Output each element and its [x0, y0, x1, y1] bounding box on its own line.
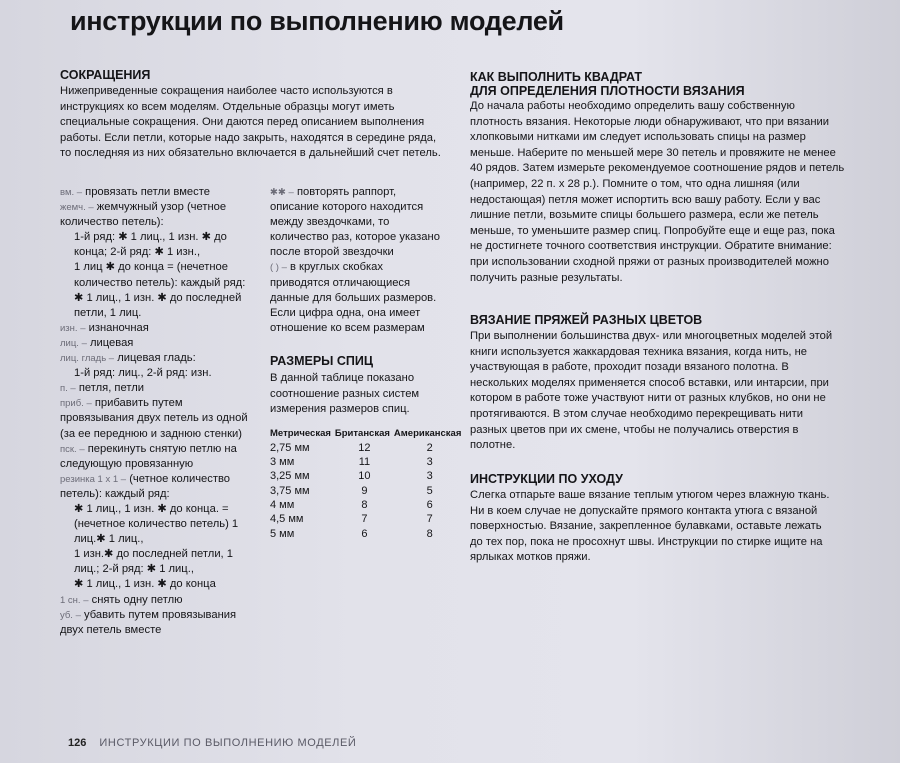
cell-metric: 3,75 мм [270, 484, 310, 497]
cell-american: 3 [426, 456, 433, 469]
abbreviation-meaning: лицевая [89, 336, 134, 349]
abbreviation-key: ( ) – [270, 262, 287, 274]
abbreviation-meaning: изнаночная [88, 321, 149, 334]
needle-sizes-section [270, 354, 462, 541]
needle-table-row [270, 512, 465, 526]
abbreviation-key: пск. – [60, 443, 85, 455]
abbreviation-meaning: убавить путем провязывания двух петель вместе [60, 608, 237, 636]
col-british: Британская [334, 427, 390, 439]
cell-metric: 3,25 мм [270, 470, 310, 483]
abbreviation-item [60, 593, 256, 608]
needle-table-row [270, 498, 465, 512]
needle-table-row [270, 469, 465, 483]
cell-british: 12 [358, 441, 371, 454]
col-american: Американская [393, 427, 462, 439]
needle-table-row [270, 484, 465, 498]
page-footer [68, 737, 356, 749]
abbreviations-heading: СОКРАЩЕНИЯ [60, 68, 151, 82]
gauge-heading-line1: КАК ВЫПОЛНИТЬ КВАДРАТ [470, 70, 643, 84]
running-title: ИНСТРУКЦИИ ПО ВЫПОЛНЕНИЮ МОДЕЛЕЙ [99, 737, 357, 749]
abbreviation-meaning: повторять раппорт, описание которого находится между звездочками, то количество раз, которое указано после второй звездочки [270, 186, 440, 259]
gauge-text: До начала работы необходимо определить вашу собственную плотность вязания. Некоторые люди обнаруживают, что при вязании хлопковыми нитками им следует использовать спицы на размер меньше. Наберите по меньшей мере 30 петель и провяжите не менее 40 рядов. Затем измерьте рекомендуемое соотношение рядов и петель (например, 22 п. х 28 р.). Помните о том, что одна лишняя (или недостающая) петля может испортить всю вашу работу. Если у вас лишние петли, возьмите спицы большего размера, если же петель меньше, то уменьшите размер спиц. Попробуйте еще и еще раз, пока не достигнете точного соответствия инструкции. Обратите внимание: при использовании сходной пряжи от разных производителей можно получить разные результаты. [470, 100, 845, 284]
abbreviation-meaning: 1 лиц ✱ до конца = (нечетное количество петель): каждый ряд: ✱ 1 лиц., 1 изн. ✱ до последней петли, 1 лиц. [74, 261, 246, 319]
care-section [470, 472, 850, 566]
abbreviation-key: уб. – [60, 609, 81, 621]
abbreviation-meaning: провязать петли вместе [85, 186, 210, 198]
cell-british: 7 [361, 513, 368, 526]
care-heading: ИНСТРУКЦИИ ПО УХОДУ [470, 472, 623, 486]
cell-american: 5 [426, 484, 433, 497]
cell-metric: 5 мм [270, 527, 295, 540]
abbreviation-item [60, 608, 256, 638]
abbreviation-item [60, 442, 256, 472]
cell-american: 7 [426, 513, 433, 526]
needle-sizes-heading: РАЗМЕРЫ СПИЦ [270, 354, 374, 368]
abbreviation-key: вм. – [60, 187, 83, 198]
abbreviation-item [60, 381, 256, 396]
abbreviation-meaning: жемчужный узор (четное количество петель): [60, 201, 227, 229]
cell-metric: 4 мм [270, 498, 295, 511]
abbreviation-meaning: в круглых скобках приводятся отличающиеся данные для больших размеров. Если цифра одна, она имеет отношение ко всем размерам [270, 261, 437, 334]
abbreviation-key: изн. – [60, 322, 86, 334]
abbreviation-key: ✱✱ – [270, 187, 294, 198]
abbreviation-meaning: петля, петли [78, 382, 144, 395]
abbreviation-key: п. – [60, 383, 76, 395]
cell-american: 3 [426, 470, 433, 483]
needle-table-row [270, 527, 465, 541]
abbreviation-key: жемч. – [60, 202, 94, 214]
abbreviation-key: лиц. гладь – [60, 353, 115, 365]
abbreviation-meaning: 1-й ряд: лиц., 2-й ряд: изн. [74, 367, 212, 380]
needle-sizes-table [270, 428, 465, 541]
cell-british: 6 [361, 527, 368, 540]
abbreviation-item [60, 336, 256, 351]
cell-metric: 3 мм [270, 456, 295, 469]
abbreviation-meaning: 1 изн.✱ до последней петли, 1 лиц.; 2-й ряд: ✱ 1 лиц., [74, 548, 234, 576]
care-text: Слегка отпарьте ваше вязание теплым утюгом через влажную ткань. Ни в коем случае не допускайте прямого контакта утюга с вязаной поверхностью. Вязание, закрепленное булавками, оставьте лежать до тех пор, пока не просохнут швы. Инструкции по стирке ищите на ярлыках мотков пряжи. [470, 489, 830, 564]
abbreviation-key: приб. – [60, 398, 92, 410]
abbreviation-meaning: прибавить путем провязывания двух петель из одной (за ее переднюю и заднюю стенки) [60, 397, 248, 440]
abbreviation-item [270, 185, 442, 260]
abbreviation-item [60, 321, 256, 336]
gauge-heading-line2: ДЛЯ ОПРЕДЕЛЕНИЯ ПЛОТНОСТИ ВЯЗАНИЯ [470, 84, 745, 98]
needle-table-header-row [270, 428, 465, 441]
abbreviation-meaning: (четное количество петель): каждый ряд: [60, 472, 231, 500]
multicolor-text: При выполнении большинства двух- или многоцветных моделей этой книги используется жаккардовая техника вязания, когда нить, не участвующая в работе, проходит позади вязаного полотна. В нескольких моделях применяется способ вставки, или интарсии, при котором в работе тоже участвуют нити от разных клубков, но они не протягиваются. В этом случае необходимо перекрещивать нити разных цветов при их смене, чтобы не получались отверстия в полотне. [470, 330, 833, 452]
abbreviation-meaning: лицевая гладь: [117, 352, 196, 365]
abbreviation-key: 1 сн. – [60, 594, 89, 606]
cell-metric: 4,5 мм [270, 513, 304, 526]
abbreviation-meaning: 1-й ряд: ✱ 1 лиц., 1 изн. ✱ до конца; 2-й ряд: ✱ 1 изн., [74, 231, 227, 259]
abbreviations-section [60, 68, 445, 162]
cell-british: 8 [361, 498, 368, 511]
cell-british: 10 [358, 470, 371, 483]
gauge-section [470, 70, 850, 286]
abbreviation-item [60, 200, 256, 321]
cell-american: 6 [426, 498, 433, 511]
abbreviation-item [270, 260, 442, 335]
cell-british: 11 [358, 456, 371, 469]
col-metric: Метрическая [270, 427, 331, 439]
abbreviation-meaning: ✱ 1 лиц., 1 изн. ✱ до конца. = (нечетное количество петель) 1 лиц.✱ 1 лиц., [74, 502, 239, 546]
abbreviation-meaning: ✱ 1 лиц., 1 изн. ✱ до конца [74, 578, 216, 591]
needle-table-row [270, 455, 465, 469]
multicolor-section [470, 313, 850, 454]
abbreviation-key: резинка 1 х 1 – [60, 473, 127, 485]
abbreviation-meaning: снять одну петлю [91, 593, 183, 606]
multicolor-heading: ВЯЗАНИЕ ПРЯЖЕЙ РАЗНЫХ ЦВЕТОВ [470, 313, 703, 327]
page-title: инструкции по выполнению моделей [70, 6, 564, 36]
cell-british: 9 [361, 484, 368, 497]
needle-table-row [270, 441, 465, 455]
needle-sizes-intro: В данной таблице показано соотношение разных систем измерения размеров спиц. [270, 372, 420, 416]
abbreviation-meaning: перекинуть снятую петлю на следующую провязанную [60, 442, 237, 470]
abbreviation-key: лиц. – [60, 337, 87, 349]
abbreviation-item [60, 185, 256, 200]
abbreviation-list [60, 185, 256, 638]
abbreviation-item [60, 396, 256, 441]
cell-american: 2 [426, 441, 433, 454]
abbreviations-intro: Нижеприведенные сокращения наиболее часто используются в инструкциях ко всем моделям. Отдельные образцы могут иметь специальные сокращения. Они даются перед описанием выполнения работы. Если петли, которые надо закрыть, находятся в середине ряда, то последняя из них обязательно включается в дальнейший счет петель. [60, 85, 441, 160]
cell-american: 8 [426, 527, 433, 540]
abbreviation-item [60, 472, 256, 593]
abbreviation-list-extra [270, 185, 442, 336]
abbreviation-item [60, 351, 256, 381]
cell-metric: 2,75 мм [270, 441, 310, 454]
page-number: 126 [68, 737, 87, 749]
